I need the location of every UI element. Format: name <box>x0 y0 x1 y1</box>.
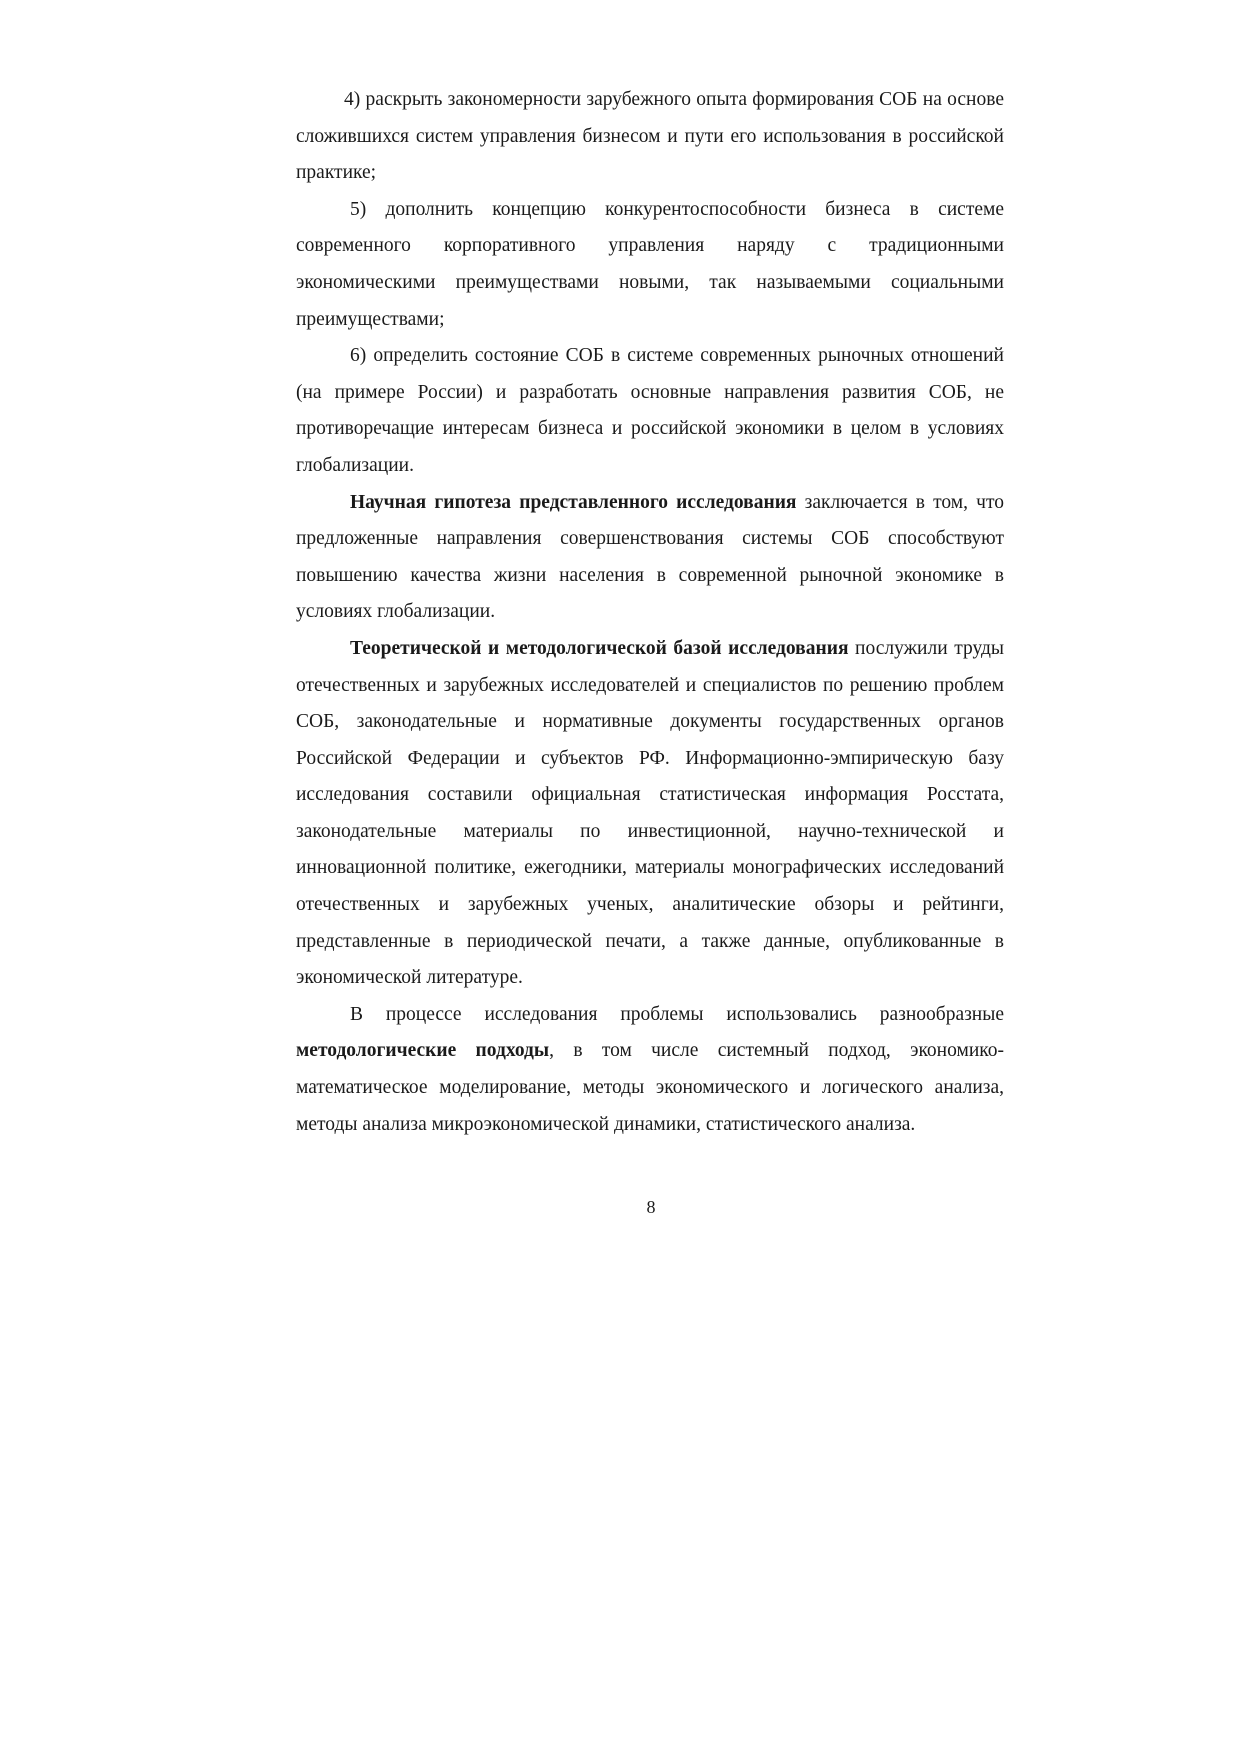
list-item-4 <box>296 82 1004 192</box>
methods-paragraph <box>296 997 1004 1143</box>
theory-base-text: послужили труды отечественных и зарубежных исследователей и специалистов по решению проблем СОБ, законодательные и нормативные документы государственных органов Российской Федерации и субъектов РФ. Информационно-эмпирическую базу исследования составили официальная статистическая информация Росстата, законодательные материалы по инвестиционной, научно-технической и инновационной политике, ежегодники, материалы монографических исследований отечественных и зарубежных ученых, аналитические обзоры и рейтинги, представленные в периодической печати, а также данные, опубликованные в экономической литературе. <box>296 637 1004 989</box>
hypothesis-paragraph <box>296 485 1004 631</box>
methods-lead: В процессе исследования проблемы использовались разнообразные <box>350 1003 1004 1025</box>
hypothesis-heading: Научная гипотеза представленного исследования <box>350 491 797 513</box>
theory-base-paragraph <box>296 631 1004 997</box>
methods-heading: методологические подходы <box>296 1040 550 1062</box>
list-item-5 <box>296 192 1004 338</box>
hypothesis-text: заключается в том, что предложенные направления совершенствования системы СОБ способствуют повышению качества жизни населения в современной рыночной экономике в условиях глобализации. <box>296 491 1004 623</box>
theory-base-heading: Теоретической и методологической базой исследования <box>350 637 849 659</box>
list-item-6 <box>296 338 1004 484</box>
list-item-4-text: 4) раскрыть закономерности зарубежного опыта формирования СОБ на основе сложившихся систем управления бизнесом и пути его использования в российской практике; <box>296 89 1004 184</box>
list-item-5-text: 5) дополнить концепцию конкурентоспособности бизнеса в системе современного корпоративного управления наряду с традиционными экономическими преимуществами новыми, так называемыми социальными преимуществами; <box>296 198 1004 330</box>
body-text <box>296 82 1004 1143</box>
methods-text: , в том числе системный подход, экономико-математическое моделирование, методы экономического и логического анализа, методы анализа микроэкономической динамики, статистического анализа. <box>296 1040 1004 1135</box>
page-number: 8 <box>646 1197 656 1217</box>
list-item-6-text: 6) определить состояние СОБ в системе современных рыночных отношений (на примере России) и разработать основные направления развития СОБ, не противоречащие интересам бизнеса и российской экономики в целом в условиях глобализации. <box>296 345 1004 476</box>
